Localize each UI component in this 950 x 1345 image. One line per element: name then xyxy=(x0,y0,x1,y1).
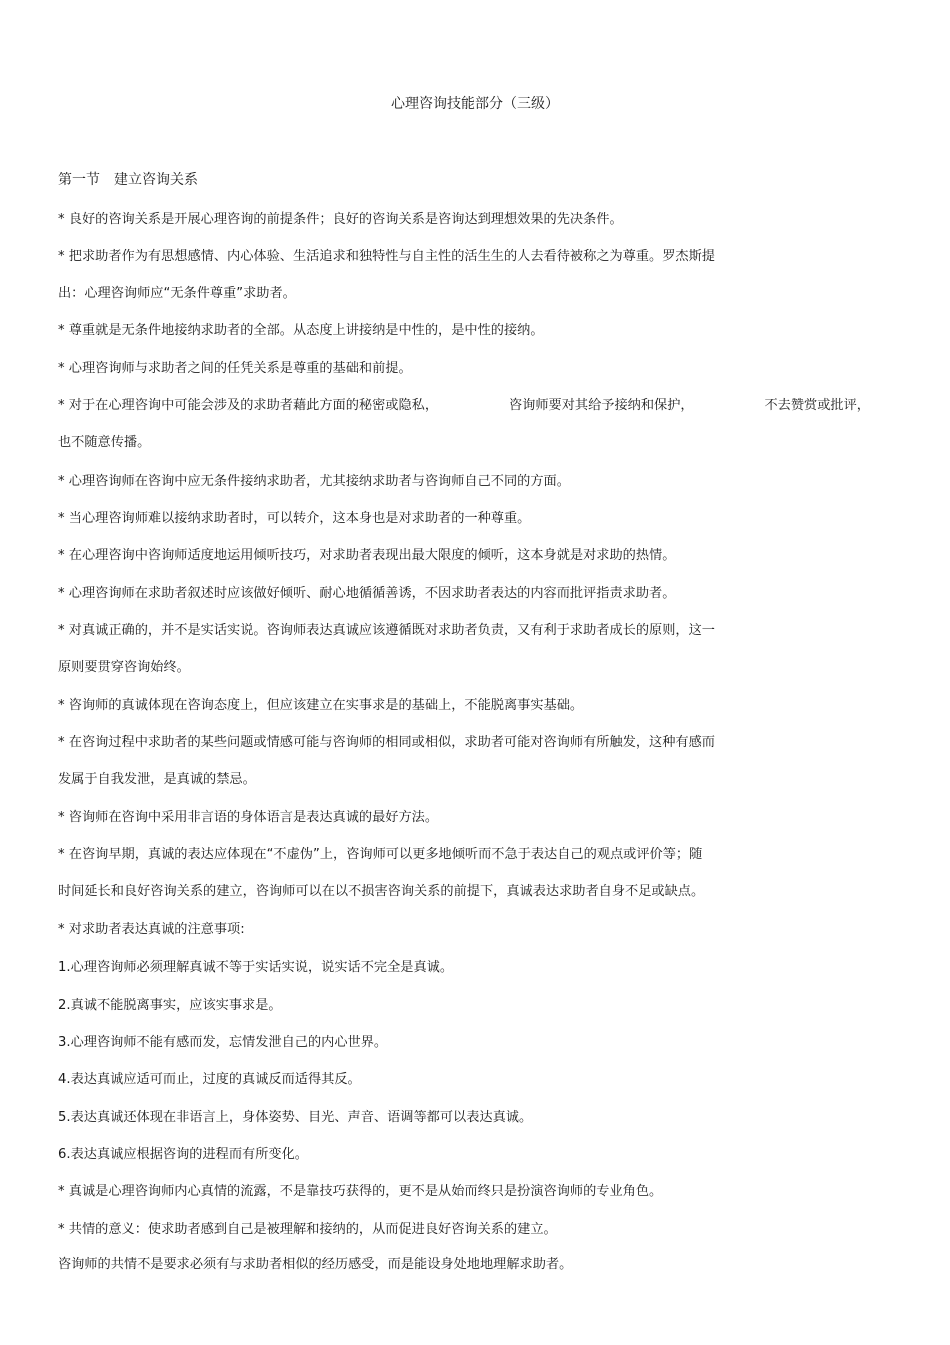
text-line: * 在心理咨询中咨询师适度地运用倾听技巧，对求助者表现出最大限度的倾听，这本身就是对求助的热情。 xyxy=(58,548,676,563)
text-line: * 咨询师的真诚体现在咨询态度上，但应该建立在实事求是的基础上，不能脱离事实基础。 xyxy=(58,698,584,713)
text-line: * 当心理咨询师难以接纳求助者时，可以转介，这本身也是对求助者的一种尊重。 xyxy=(58,511,531,526)
text-line: * 在咨询过程中求助者的某些问题或情感可能与咨询师的相同或相似，求助者可能对咨询师有所触发，这种有感而 xyxy=(58,735,715,750)
text-line: * 尊重就是无条件地接纳求助者的全部。从态度上讲接纳是中性的，是中性的接纳。 xyxy=(58,323,544,338)
text-segment: 咨询师要对其给予接纳和保护， xyxy=(508,398,694,413)
text-line: 也不随意传播。 xyxy=(58,435,151,450)
text-line: 时间延长和良好咨询关系的建立，咨询师可以在以不损害咨询关系的前提下，真诚表达求助者自身不足或缺点。 xyxy=(58,884,705,899)
text-line: * 对求助者表达真诚的注意事项: xyxy=(58,922,245,937)
list-item: 4.表达真诚应适可而止，过度的真诚反而适得其反。 xyxy=(58,1072,361,1087)
text-segment: * 对于在心理咨询中可能会涉及的求助者藉此方面的秘密或隐私， xyxy=(58,398,439,413)
list-item: 3.心理咨询师不能有感而发，忘情发泄自己的内心世界。 xyxy=(58,1035,388,1050)
document-title: 心理咨询技能部分（三级） xyxy=(391,96,559,112)
section-name: 建立咨询关系 xyxy=(114,172,198,188)
text-line: * 良好的咨询关系是开展心理咨询的前提条件；良好的咨询关系是咨询达到理想效果的先决条件。 xyxy=(58,212,623,227)
text-segment: 不去赞赏或批评， xyxy=(764,398,870,413)
text-line: * 对真诚正确的，并不是实话实说。咨询师表达真诚应该遵循既对求助者负责，又有利于求助者成长的原则，这一 xyxy=(58,623,715,638)
text-line: * 咨询师在咨询中采用非言语的身体语言是表达真诚的最好方法。 xyxy=(58,810,439,825)
list-item: 2.真诚不能脱离事实，应该实事求是。 xyxy=(58,998,282,1013)
text-line: * 心理咨询师在咨询中应无条件接纳求助者，尤其接纳求助者与咨询师自己不同的方面。 xyxy=(58,474,570,489)
text-line: * 把求助者作为有思想感情、内心体验、生活追求和独特性与自主性的活生生的人去看待被称之为尊重。罗杰斯提 xyxy=(58,249,715,264)
text-line: 发属于自我发泄，是真诚的禁忌。 xyxy=(58,772,256,787)
text-line-spread xyxy=(58,396,870,416)
text-line: * 真诚是心理咨询师内心真情的流露，不是靠技巧获得的，更不是从始而终只是扮演咨询师的专业角色。 xyxy=(58,1184,663,1199)
text-line: * 心理咨询师在求助者叙述时应该做好倾听、耐心地循循善诱，不因求助者表达的内容而批评指责求助者。 xyxy=(58,586,676,601)
list-item: 1.心理咨询师必须理解真诚不等于实话实说，说实话不完全是真诚。 xyxy=(58,960,454,975)
list-item: 5.表达真诚还体现在非语言上，身体姿势、目光、声音、语调等都可以表达真诚。 xyxy=(58,1110,533,1125)
text-line: 原则要贯穿咨询始终。 xyxy=(58,660,190,675)
text-line: * 在咨询早期，真诚的表达应体现在“不虚伪”上，咨询师可以更多地倾听而不急于表达自己的观点或评价等；随 xyxy=(58,847,703,862)
text-line: * 心理咨询师与求助者之间的任凭关系是尊重的基础和前提。 xyxy=(58,361,412,376)
list-item: 6.表达真诚应根据咨询的进程而有所变化。 xyxy=(58,1147,308,1162)
text-line: 出：心理咨询师应“无条件尊重”求助者。 xyxy=(58,286,296,301)
text-line: * 共情的意义：使求助者感到自己是被理解和接纳的，从而促进良好咨询关系的建立。 xyxy=(58,1222,557,1237)
section-number: 第一节 xyxy=(58,172,100,188)
section-heading xyxy=(58,170,198,190)
text-line: 咨询师的共情不是要求必须有与求助者相似的经历感受，而是能设身处地地理解求助者。 xyxy=(58,1257,573,1272)
